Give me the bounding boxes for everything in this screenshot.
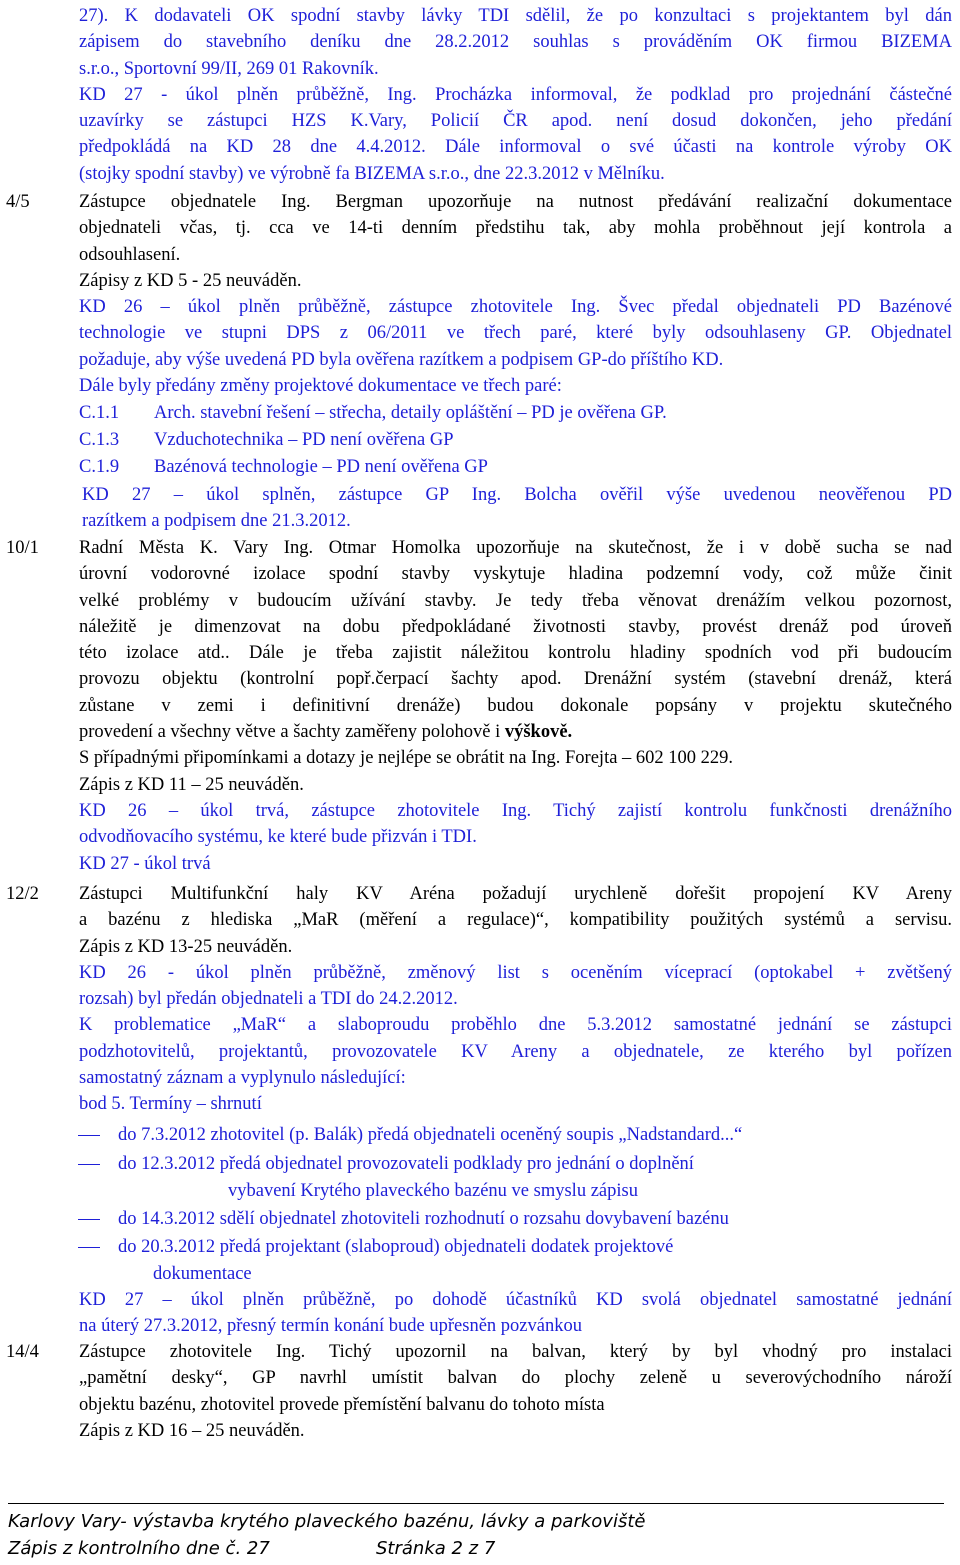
text-line: na úterý 27.3.2012, přesný termín konání bude upřesněn pozvánkou xyxy=(79,1316,582,1337)
footer-page-number: Stránka 2 z 7 xyxy=(376,1538,496,1559)
text-line: zápisem do stavebního deníku dne 28.2.2012 souhlas s prováděním OK firmou BIZEMA xyxy=(79,32,952,53)
text-line: (stojky spodní stavby) ve výrobně fa BIZEMA s.r.o., dne 22.3.2012 v Mělníku. xyxy=(79,163,665,184)
doc-code: C.1.1 xyxy=(79,403,120,423)
text-line: KD 27 – úkol plněn průběžně, po dohodě účastníků KD svolá objednatel samostatné jednání xyxy=(79,1290,952,1310)
bullet-text: vybavení Krytého plaveckého bazénu ve smyslu zápisu xyxy=(228,1181,638,1201)
doc-text: Bazénová technologie – PD není ověřena GP xyxy=(154,457,488,477)
text-line: objednateli včas, tj. cca ve 14-ti denním předstihu tak, aby mohla proběhnout její kontrola a xyxy=(79,218,952,239)
text-line: S případnými připomínkami a dotazy je nejlépe se obrátit na Ing. Forejta – 602 100 229. xyxy=(79,748,734,769)
doc-text: Vzduchotechnika – PD není ověřena GP xyxy=(154,430,454,450)
text-line: 27). K dodavateli OK spodní stavby lávky TDI sdělil, že po konzultaci s projektantem byl dán xyxy=(79,6,952,26)
doc-code: C.1.3 xyxy=(79,430,120,450)
text-line: provozu objektu (kontrolní popř.čerpací šachty apod. Drenážní systém (stavební drenáž, která xyxy=(79,669,952,690)
text-line xyxy=(79,719,952,745)
item-number: 4/5 xyxy=(6,192,30,212)
text-line: Zástupce zhotovitele Ing. Tichý upozornil na balvan, který by byl vhodný pro instalaci xyxy=(79,1342,952,1362)
text-line: odvodňovacího systému, ke které bude přizván i TDI. xyxy=(79,827,477,848)
text-line: Zástupce objednatele Ing. Bergman upozorňuje na nutnost předávání realizační dokumentace xyxy=(79,192,952,212)
bullet-text: do 7.3.2012 zhotovitel (p. Balák) předá objednateli oceněný soupis „Nadstandard...“ xyxy=(118,1125,743,1145)
text-line: objektu bazénu, zhotovitel provede přemístění balvanu do tohoto místa xyxy=(79,1394,605,1415)
dash-bullet-icon xyxy=(78,1164,100,1165)
bullet-text: dokumentace xyxy=(153,1264,252,1284)
text-line: uzavírky se zástupci HZS K.Vary, Policií ČR apod. není dosud dokončen, jeho předání xyxy=(79,111,952,132)
text-line: samostatný záznam a vyplynulo následující: xyxy=(79,1068,406,1089)
text-line: odsouhlasení. xyxy=(79,244,181,265)
text-line: KD 27 - úkol trvá xyxy=(79,853,211,874)
dash-bullet-icon xyxy=(78,1135,100,1136)
text-line: podzhotovitelů, projektantů, provozovatele KV Areny a objednatele, ze kterého byl pořízen xyxy=(79,1041,952,1062)
text-line: Dále byly předány změny projektové dokumentace ve třech paré: xyxy=(79,376,562,397)
text-line: rozsah) byl předán objednateli a TDI do 24.2.2012. xyxy=(79,989,458,1010)
text-line: s.r.o., Sportovní 99/II, 269 01 Rakovník. xyxy=(79,58,379,79)
text-line: předpokládá na KD 28 dne 4.4.2012. Dále informoval o své účasti na kontrole výroby OK xyxy=(79,137,952,158)
bold-text: výškově. xyxy=(504,722,573,743)
text-line: a bazénu z hlediska „MaR (měření a regulace)“, kompatibility použitých systémů a servisu. xyxy=(79,910,952,931)
text-line: KD 26 – úkol trvá, zástupce zhotovitele Ing. Tichý zajistí kontrolu funkčnosti drenážního xyxy=(79,800,952,821)
text-line: požaduje, aby výše uvedená PD byla ověřena razítkem a podpisem GP-do příštího KD. xyxy=(79,349,724,370)
doc-code: C.1.9 xyxy=(79,457,120,477)
text-line: razítkem a podpisem dne 21.3.2012. xyxy=(82,511,351,532)
text-line: „pamětní desky“, GP navrhl umístit balvan do plochy zeleně u severovýchodního nároží xyxy=(79,1368,952,1389)
text-line: Zástupci Multifunkční haly KV Aréna požadují urychleně dořešit propojení KV Areny xyxy=(79,884,952,904)
text-line: této izolace atd.. Dále je třeba zajistit náležitou kontrolu hladiny spodních vod při budoucím xyxy=(79,643,952,664)
footer-doc-name: Zápis z kontrolního dne č. 27 xyxy=(8,1538,270,1559)
text-segment: provedení a všechny větve a šachty zaměřeny polohově i xyxy=(79,722,505,743)
bullet-text: do 20.3.2012 předá projektant (slaboproud) objednateli dodatek projektové xyxy=(118,1237,674,1257)
text-line: KD 27 - úkol plněn průběžně, Ing. Procházka informoval, že podklad pro projednání částečné xyxy=(79,84,952,105)
item-number: 10/1 xyxy=(6,538,39,558)
bullet-text: do 12.3.2012 předá objednatel provozovateli podklady pro jednání o doplnění xyxy=(118,1154,694,1174)
text-line: KD 26 - úkol plněn průběžně, změnový list s oceněním víceprací (optokabel + zvětšený xyxy=(79,962,952,983)
dash-bullet-icon xyxy=(78,1219,100,1220)
bullet-text: do 14.3.2012 sdělí objednatel zhotoviteli rozhodnutí o rozsahu dovybavení bazénu xyxy=(118,1209,729,1229)
text-line: zůstane v zemi i definitivní drenáže) budou dokonale popsány v projektu skutečného xyxy=(79,695,952,716)
text-line: Zápis z KD 16 – 25 neuváděn. xyxy=(79,1420,305,1441)
doc-text: Arch. stavební řešení – střecha, detaily opláštění – PD je ověřena GP. xyxy=(154,403,667,423)
text-line: KD 26 – úkol plněn průběžně, zástupce zhotovitele Ing. Švec předal objednateli PD Bazénové xyxy=(79,297,952,318)
text-line: bod 5. Termíny – shrnutí xyxy=(79,1094,262,1115)
text-line: Zápis z KD 11 – 25 neuváděn. xyxy=(79,774,304,795)
text-line: Radní Města K. Vary Ing. Otmar Homolka upozorňuje na skutečnost, že i v době sucha se nad xyxy=(79,538,952,558)
text-line: technologie ve stupni DPS z 06/2011 ve třech paré, které byly odsouhlaseny GP. Objednatel xyxy=(79,323,952,344)
text-line: KD 27 – úkol splněn, zástupce GP Ing. Bolcha ověřil výše uvedenou neověřenou PD xyxy=(82,485,952,505)
dash-bullet-icon xyxy=(78,1247,100,1248)
item-number: 14/4 xyxy=(6,1342,39,1362)
text-line: úrovní vodorovné izolace spodní stavby vyskytuje hladina podzemní vody, což může činit xyxy=(79,564,952,585)
text-line: K problematice „MaR“ a slaboproudu proběhlo dne 5.3.2012 samostatné jednání se zástupci xyxy=(79,1015,952,1036)
text-line: Zápisy z KD 5 - 25 neuváděn. xyxy=(79,270,302,291)
text-line: Zápis z KD 13-25 neuváděn. xyxy=(79,936,293,957)
footer-title: Karlovy Vary- výstavba krytého plaveckého bazénu, lávky a parkoviště xyxy=(8,1511,646,1532)
item-number: 12/2 xyxy=(6,884,39,904)
text-line: velké problémy v budoucím užívání stavby. Je tedy třeba věnovat drenážím velkou pozornost, xyxy=(79,590,952,611)
text-line: náležitě je dimenzovat na dobu předpokládané životnosti stavby, provést drenáž pod úroveň xyxy=(79,616,952,637)
footer-divider xyxy=(8,1503,944,1504)
